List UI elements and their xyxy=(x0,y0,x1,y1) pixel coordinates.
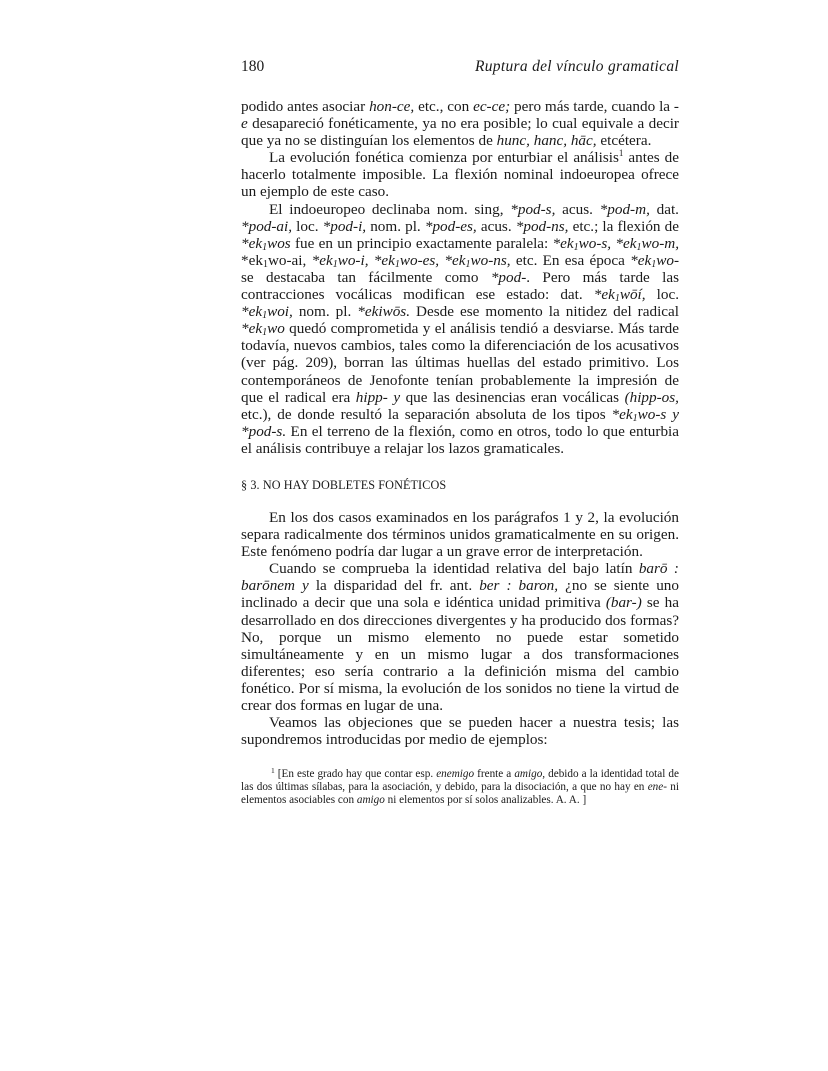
text-run: etc., con xyxy=(414,98,474,115)
italic-term: *pod-i, xyxy=(322,217,367,235)
text-run: Desde ese momento la nitidez del radical xyxy=(410,303,679,321)
italic-term: woi, xyxy=(267,303,293,321)
text-run: se destacaba tan fácilmente como xyxy=(241,268,491,286)
italic-term: enemigo xyxy=(436,768,475,781)
italic-term: hunc, hanc, hāc, xyxy=(496,132,597,150)
text-run: loc. xyxy=(645,286,679,304)
subscript: 1 xyxy=(636,241,642,253)
text-run: En el terreno de la flexión, como en otros, todo lo que enturbia el análisis contribuye a relajar los lazos gramaticales. xyxy=(241,422,679,457)
italic-term: *pod-es, xyxy=(424,217,477,235)
italic-term: *ekiwōs. xyxy=(357,303,411,321)
italic-term: wos xyxy=(267,234,291,252)
text-run: Cuando se comprueba la identidad relativa del bajo latín xyxy=(269,560,639,578)
text-run: ni elementos asociables con xyxy=(241,781,679,807)
italic-term: *ek xyxy=(241,234,263,252)
text-run: se ha desarrollado en dos direcciones divergentes y ha producido dos formas? No, porque un mismo elemento no puede estar sometido simultáneamente y en un mismo lugar a dos transformaciones diferentes; eso sería contrario a la definición misma del cambio fonético. Por sí misma, la evolución de los sonidos no tiene la virtud de crear dos formas en lugar de una. xyxy=(241,594,679,714)
italic-term: wo-m, xyxy=(641,234,680,252)
subscript: 1 xyxy=(573,241,579,253)
text-run: *ek xyxy=(241,251,263,269)
paragraph-p3 xyxy=(241,201,679,457)
paragraph-p6 xyxy=(241,714,679,748)
italic-term: *ek xyxy=(241,303,263,321)
subscript: 1 xyxy=(614,293,620,305)
italic-term: ene- xyxy=(647,781,667,794)
text-run: nom. pl. xyxy=(366,217,425,235)
italic-term: *pod-m, xyxy=(599,200,650,218)
italic-term: *ek xyxy=(611,405,633,423)
text-run: acus. xyxy=(476,217,516,235)
paragraph-p2 xyxy=(241,149,679,200)
italic-term: *ek xyxy=(311,251,333,269)
text-run: La evolución fonética comienza por enturbiar el análisis xyxy=(269,149,619,167)
paragraph-p1 xyxy=(241,98,679,149)
text-run: quedó comprometida y el análisis tendió a desviarse. Más tarde todavía, nuevos cambios, tales como la diferenciación de los acusativos (ver pág. 209), borran las últimas huellas del estado primitivo. Los contemporáneos de Jenofonte tenían probablemente la impresión de que el radical era xyxy=(241,320,679,406)
text-run: etcétera. xyxy=(596,132,652,150)
subscript: 1 xyxy=(465,258,471,270)
italic-term: *pod-s, xyxy=(510,200,556,218)
text-run: pero más tarde, cuando la xyxy=(510,98,674,115)
italic-term: *pod-ns, xyxy=(515,217,569,235)
text-run: loc. xyxy=(292,217,323,235)
footnote-number: 1 xyxy=(271,766,275,776)
text-run: antes de hacerlo totalmente imposible. La flexión nominal indoeuropea ofrece un ejemplo de este caso. xyxy=(241,149,679,201)
italic-term: hipp- y xyxy=(355,388,401,406)
italic-term: (bar-) xyxy=(605,594,642,612)
running-header xyxy=(241,58,679,82)
text-run: En los dos casos examinados en los parágrafos 1 y 2, la evolución separa radicalmente dos términos unidos gramaticalmente en su origen. Este fenómeno podría dar lugar a un grave error de interpretación. xyxy=(241,508,679,561)
text-run: etc.; la flexión de xyxy=(568,217,679,235)
text-run: la disparidad del fr. ant. xyxy=(308,577,480,595)
italic-term: *ek xyxy=(552,234,574,252)
italic-term: wo- xyxy=(656,251,680,269)
subscript: 1 xyxy=(262,258,268,270)
subscript: 1 xyxy=(394,258,400,270)
italic-term: wo-s, xyxy=(578,234,612,252)
text-run: ni elementos por sí solos analizables. A. A. ] xyxy=(384,794,587,807)
text-run: nom. pl. xyxy=(292,303,358,321)
italic-term: hon-ce, xyxy=(369,98,415,115)
italic-term: *ek xyxy=(615,234,637,252)
subscript: 1 xyxy=(262,241,268,253)
paragraph-p5 xyxy=(241,560,679,714)
italic-term: amigo, xyxy=(514,768,546,781)
italic-term: (hipp-os, xyxy=(624,388,679,406)
text-run: fue en un principio exactamente paralela: xyxy=(290,234,553,252)
italic-term: wo-i, xyxy=(337,251,369,269)
paragraph-p4 xyxy=(241,509,679,560)
text-run: frente a xyxy=(474,768,515,781)
subscript: 1 xyxy=(262,310,268,322)
text-run: wo-ai, xyxy=(267,251,312,269)
italic-term: ber : baron, xyxy=(479,577,559,595)
italic-term: *ek xyxy=(373,251,395,269)
italic-term: amigo xyxy=(356,794,385,807)
italic-term: wo-es, xyxy=(399,251,440,269)
main-text xyxy=(241,98,679,457)
italic-term: *pod-ai, xyxy=(241,217,293,235)
italic-term: *ek xyxy=(444,251,466,269)
italic-term: barō : barōnem y xyxy=(241,560,679,595)
italic-term: wo-s y *pod-s. xyxy=(241,405,679,440)
footnote xyxy=(241,768,679,807)
subscript: 1 xyxy=(651,258,657,270)
subscript: 1 xyxy=(332,258,338,270)
italic-term: *pod- xyxy=(490,268,527,286)
text-run: etc.), de donde resultó la separación absoluta de los tipos xyxy=(241,405,612,423)
italic-term: ec-ce; xyxy=(473,98,511,115)
text-run: podido antes asociar xyxy=(241,98,370,115)
text-run: debido a la identidad total de las dos últimas sílabas, para la asociación, y debido, para la disociación, a que no hay en xyxy=(241,768,679,794)
italic-term: wōí, xyxy=(619,286,646,304)
italic-term: wo-ns, xyxy=(470,251,511,269)
running-title: Ruptura del vínculo gramatical xyxy=(474,58,679,75)
text-run: desapareció fonéticamente, ya no era posible; lo cual equivale a decir que ya no se distinguían los elementos de xyxy=(241,115,679,150)
text-run: [En este grado hay que contar esp. xyxy=(274,768,437,781)
subscript: 1 xyxy=(262,327,268,339)
text-run: El indoeuropeo declinaba nom. sing, xyxy=(269,200,511,218)
subscript: 1 xyxy=(632,412,638,424)
text-run: . Pero más tarde las contracciones vocálicas modifican ese estado: dat. xyxy=(241,268,679,304)
italic-term: wo xyxy=(267,320,285,338)
italic-term: -e xyxy=(241,98,679,133)
section-text xyxy=(241,509,679,748)
book-page xyxy=(241,58,679,807)
italic-term: *ek xyxy=(241,320,263,338)
text-run: que las desinencias eran vocálicas xyxy=(400,388,625,406)
page-number: 180 xyxy=(241,58,265,75)
section-heading: § 3. NO HAY DOBLETES FONÉTICOS xyxy=(241,477,447,492)
text-run: dat. xyxy=(649,200,679,218)
italic-term: *ek xyxy=(630,251,652,269)
text-run: ¿no se siente uno inclinado a decir que una sola e idéntica unidad primitiva xyxy=(241,577,679,612)
text-run: acus. xyxy=(555,200,600,218)
text-run: Veamos las objeciones que se pueden hacer a nuestra tesis; las supondremos introducidas por medio de ejemplos: xyxy=(241,714,679,749)
footnote-marker: 1 xyxy=(618,148,624,159)
italic-term: *ek xyxy=(593,286,615,304)
text-run: etc. En esa época xyxy=(510,251,631,269)
